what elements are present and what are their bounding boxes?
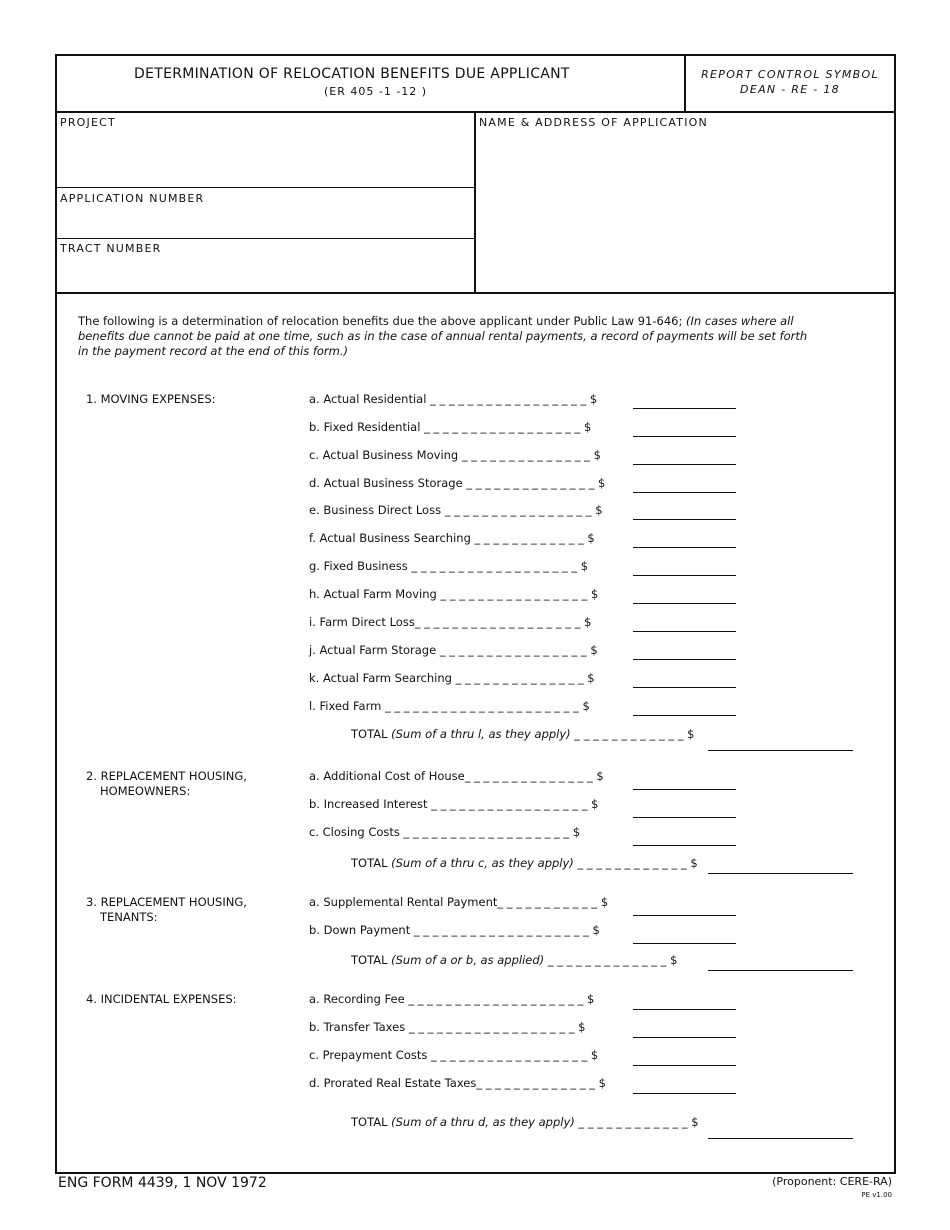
moving-item-fixed-business: g. Fixed Business _ _ _ _ _ _ _ _ _ _ _ _ _ _ _ _ _ _ $ <box>309 559 589 573</box>
tenants-amount-down-payment[interactable] <box>633 943 736 944</box>
moving-amount-actual-business-moving[interactable] <box>633 464 736 465</box>
moving-amount-actual-farm-moving[interactable] <box>633 603 736 604</box>
tenants-heading-line-2: TENANTS: <box>100 910 158 924</box>
moving-total-leader: _ _ _ _ _ _ _ _ _ _ _ _ $ <box>570 727 695 741</box>
moving-total-note: (Sum of a thru l, as they apply) <box>391 727 571 741</box>
homeowners-total-note: (Sum of a thru c, as they apply) <box>391 856 574 870</box>
intro-line-1-text: The following is a determination of relocation benefits due the above applicant under Public Law 91-646; <box>78 314 686 328</box>
incidental-amount-transfer-taxes[interactable] <box>633 1037 736 1038</box>
incidental-amount-recording-fee[interactable] <box>633 1009 736 1010</box>
regulation-reference: (ER 405 -1 -12 ) <box>324 85 428 98</box>
homeowners-heading-line-1: 2. REPLACEMENT HOUSING, <box>86 769 247 783</box>
moving-item-actual-business-searching: f. Actual Business Searching _ _ _ _ _ _ _ _ _ _ _ _ $ <box>309 531 595 545</box>
project-bottom-rule <box>57 187 475 188</box>
incidental-total-label <box>351 1115 699 1129</box>
homeowners-item-additional-cost: a. Additional Cost of House_ _ _ _ _ _ _ _ _ _ _ _ _ _ $ <box>309 769 604 783</box>
tenants-heading <box>86 895 247 925</box>
moving-expenses-heading: 1. MOVING EXPENSES: <box>86 392 216 406</box>
moving-amount-actual-business-storage[interactable] <box>633 492 736 493</box>
homeowners-heading-line-2: HOMEOWNERS: <box>100 784 191 798</box>
moving-item-fixed-farm: l. Fixed Farm _ _ _ _ _ _ _ _ _ _ _ _ _ _ _ _ _ _ _ _ _ $ <box>309 699 590 713</box>
moving-item-actual-business-storage: d. Actual Business Storage _ _ _ _ _ _ _ _ _ _ _ _ _ _ $ <box>309 476 606 490</box>
moving-item-actual-farm-storage: j. Actual Farm Storage _ _ _ _ _ _ _ _ _ _ _ _ _ _ _ _ $ <box>309 643 598 657</box>
homeowners-total-word: TOTAL <box>351 856 392 870</box>
moving-item-actual-farm-moving: h. Actual Farm Moving _ _ _ _ _ _ _ _ _ _ _ _ _ _ _ _ $ <box>309 587 599 601</box>
tenants-total-note: (Sum of a or b, as applied) <box>391 953 545 967</box>
incidental-total-word: TOTAL <box>351 1115 392 1129</box>
moving-amount-actual-residential[interactable] <box>633 408 736 409</box>
tenants-total-label <box>351 953 677 967</box>
version-label: PE v1.00 <box>861 1191 892 1199</box>
tenants-item-supplemental-rental: a. Supplemental Rental Payment_ _ _ _ _ _ _ _ _ _ _ $ <box>309 895 609 909</box>
report-control-symbol-label: REPORT CONTROL SYMBOL <box>701 68 879 81</box>
moving-item-actual-business-moving: c. Actual Business Moving _ _ _ _ _ _ _ _ _ _ _ _ _ _ $ <box>309 448 601 462</box>
fields-bottom-rule <box>57 292 894 294</box>
moving-item-actual-residential: a. Actual Residential _ _ _ _ _ _ _ _ _ _ _ _ _ _ _ _ _ $ <box>309 392 598 406</box>
incidental-total-note: (Sum of a thru d, as they apply) <box>391 1115 575 1129</box>
homeowners-heading <box>86 769 247 799</box>
tenants-total-amount[interactable] <box>708 970 853 971</box>
tenants-amount-supplemental-rental[interactable] <box>633 915 736 916</box>
homeowners-amount-closing-costs[interactable] <box>633 845 736 846</box>
moving-amount-fixed-farm[interactable] <box>633 715 736 716</box>
tenants-heading-line-1: 3. REPLACEMENT HOUSING, <box>86 895 247 909</box>
homeowners-total-leader: _ _ _ _ _ _ _ _ _ _ _ _ $ <box>573 856 698 870</box>
moving-amount-actual-business-searching[interactable] <box>633 547 736 548</box>
project-field[interactable]: PROJECT <box>60 116 116 129</box>
tenants-total-word: TOTAL <box>351 953 392 967</box>
moving-amount-fixed-business[interactable] <box>633 575 736 576</box>
header-bottom-rule <box>57 111 894 113</box>
report-control-symbol-value: DEAN - RE - 18 <box>740 83 840 96</box>
moving-item-fixed-residential: b. Fixed Residential _ _ _ _ _ _ _ _ _ _ _ _ _ _ _ _ _ $ <box>309 420 592 434</box>
intro-line-2-note: benefits due cannot be paid at one time, such as in the case of annual rental payments, a record of payments will be set forth <box>78 329 808 343</box>
tenants-total-leader: _ _ _ _ _ _ _ _ _ _ _ _ _ $ <box>544 953 678 967</box>
incidental-amount-prorated-taxes[interactable] <box>633 1093 736 1094</box>
moving-item-actual-farm-searching: k. Actual Farm Searching _ _ _ _ _ _ _ _ _ _ _ _ _ _ $ <box>309 671 595 685</box>
intro-line-1-note: (In cases where all <box>686 314 794 328</box>
moving-total-label <box>351 727 695 741</box>
incidental-expenses-heading: 4. INCIDENTAL EXPENSES: <box>86 992 237 1006</box>
moving-total-word: TOTAL <box>351 727 392 741</box>
intro-line-3 <box>78 344 348 359</box>
homeowners-item-closing-costs: c. Closing Costs _ _ _ _ _ _ _ _ _ _ _ _ _ _ _ _ _ _ $ <box>309 825 581 839</box>
incidental-item-prepayment-costs: c. Prepayment Costs _ _ _ _ _ _ _ _ _ _ _ _ _ _ _ _ _ $ <box>309 1048 599 1062</box>
moving-item-farm-direct-loss: i. Farm Direct Loss_ _ _ _ _ _ _ _ _ _ _ _ _ _ _ _ _ _ $ <box>309 615 592 629</box>
moving-amount-actual-farm-storage[interactable] <box>633 659 736 660</box>
form-title: DETERMINATION OF RELOCATION BENEFITS DUE APPLICANT <box>134 66 570 82</box>
moving-amount-farm-direct-loss[interactable] <box>633 631 736 632</box>
application-number-field[interactable]: APPLICATION NUMBER <box>60 192 205 205</box>
fields-divider-vertical <box>474 112 476 293</box>
tract-number-field[interactable]: TRACT NUMBER <box>60 242 162 255</box>
homeowners-item-increased-interest: b. Increased Interest _ _ _ _ _ _ _ _ _ _ _ _ _ _ _ _ _ $ <box>309 797 599 811</box>
intro-line-1 <box>78 314 794 329</box>
homeowners-total-label <box>351 856 698 870</box>
incidental-amount-prepayment-costs[interactable] <box>633 1065 736 1066</box>
homeowners-amount-increased-interest[interactable] <box>633 817 736 818</box>
moving-total-amount[interactable] <box>708 750 853 751</box>
intro-line-3-note: in the payment record at the end of this form.) <box>78 344 348 358</box>
incidental-item-recording-fee: a. Recording Fee _ _ _ _ _ _ _ _ _ _ _ _ _ _ _ _ _ _ _ $ <box>309 992 595 1006</box>
incidental-item-prorated-taxes: d. Prorated Real Estate Taxes_ _ _ _ _ _ _ _ _ _ _ _ _ $ <box>309 1076 606 1090</box>
moving-amount-actual-farm-searching[interactable] <box>633 687 736 688</box>
incidental-item-transfer-taxes: b. Transfer Taxes _ _ _ _ _ _ _ _ _ _ _ _ _ _ _ _ _ _ $ <box>309 1020 586 1034</box>
form-identifier: ENG FORM 4439, 1 NOV 1972 <box>58 1175 267 1191</box>
intro-line-2 <box>78 329 807 344</box>
homeowners-amount-additional-cost[interactable] <box>633 789 736 790</box>
incidental-total-amount[interactable] <box>708 1138 853 1139</box>
proponent-label: (Proponent: CERE-RA) <box>772 1175 892 1188</box>
moving-amount-fixed-residential[interactable] <box>633 436 736 437</box>
application-bottom-rule <box>57 238 475 239</box>
incidental-total-leader: _ _ _ _ _ _ _ _ _ _ _ _ $ <box>574 1115 699 1129</box>
homeowners-total-amount[interactable] <box>708 873 853 874</box>
moving-amount-business-direct-loss[interactable] <box>633 519 736 520</box>
tenants-item-down-payment: b. Down Payment _ _ _ _ _ _ _ _ _ _ _ _ _ _ _ _ _ _ _ $ <box>309 923 600 937</box>
name-address-field[interactable]: NAME & ADDRESS OF APPLICATION <box>479 116 708 129</box>
moving-item-business-direct-loss: e. Business Direct Loss _ _ _ _ _ _ _ _ _ _ _ _ _ _ _ _ $ <box>309 503 603 517</box>
